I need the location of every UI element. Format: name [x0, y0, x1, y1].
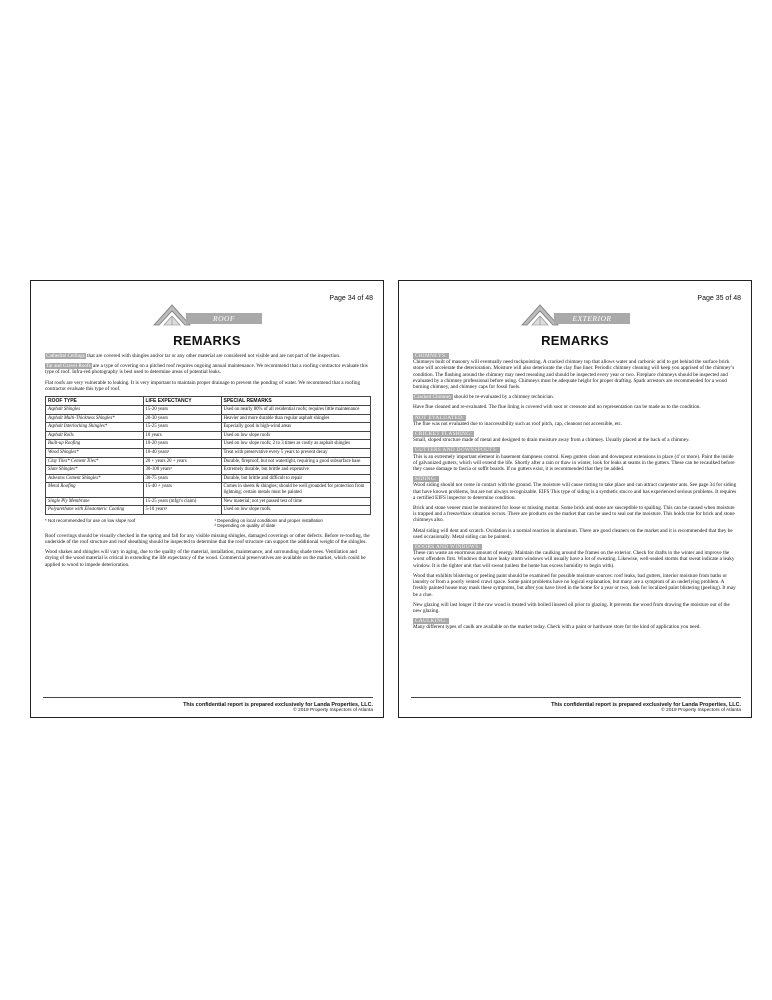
table-cell: Asphalt Rolls [46, 431, 144, 440]
section-heading-cricket-flashing: CRICKET FLASHING: [415, 431, 473, 438]
table-cell: Single Ply Membrane [46, 497, 144, 506]
table-cell: Used on low slope roofs. [221, 506, 371, 515]
page-title: REMARKS [541, 333, 609, 348]
paragraph: Wood that exhibits blistering or peeling paint should be examined for possible moisture sources: roof leaks, bad gutters, interior moisture from baths or laundry or from a poorly vented crawl space. Some paint problems have no logical explanation, but many are a symptom of an underlying problem. A freshly painted house may mask these symptoms, but after you have lived in the home for a year or two, look for localized paint blistering (peeling). It may be a clue. [413, 572, 736, 598]
table-header: LIFE EXPECTANCY [143, 397, 221, 406]
footer [551, 702, 741, 713]
section-label: ROOF [213, 314, 235, 323]
table-row [46, 414, 371, 423]
report-page-35 [398, 280, 752, 718]
paragraph: Have flue cleaned and re-evaluated. The flue lining is covered with soot or creosote and no representation can be made as to the condition. [413, 404, 701, 411]
page-content [413, 353, 739, 635]
table-cell: 15-25 years (mfgr's claim) [143, 497, 221, 506]
table-header: ROOF TYPE [46, 397, 144, 406]
table-row [46, 474, 371, 483]
footer-rule [411, 697, 741, 698]
paragraph: This is an extremely important element in basement dampness control. Keep gutters clean and downspout extensions in place (4' or more). Paint the inside of galvanized gutters, which will extend the life. Shortly after a rain or thaw in winter, look for leaks at seams in the gutters. These can be recaulked before they cause damage to fascia or soffit boards. If no gutters exist, it is recommended that they be added. [413, 453, 735, 473]
table-header: SPECIAL REMARKS [221, 397, 371, 406]
table-cell: Used on low slope roofs [221, 431, 371, 440]
table-row [46, 431, 371, 440]
section-heading-caulking: CAULKING: [415, 618, 448, 625]
footer-confidential: This confidential report is prepared exclusively for Landa Properties, LLC. [551, 702, 741, 708]
paragraph: Brick and stone veneer must be monitored for loose or missing mortar. Some brick and stone are susceptible to spalling. This can be caused when moisture is trapped and a freeze/thaw situation occurs. There are products on the market that can be used to seal out the moisture. This holds true for brick and stone chimneys also. [413, 505, 735, 524]
table-cell: 10 years [143, 431, 221, 440]
paragraph [45, 353, 371, 359]
paragraph [45, 363, 371, 375]
section-banner [520, 303, 630, 327]
table-row [46, 423, 371, 432]
table-cell: 20-30 years [143, 414, 221, 423]
paragraph: Wood shakes and shingles will vary in aging, due to the quality of the material, installation, maintenance, and surrounding shade trees. Ventilation and drying of the wood material is critical in extending the life expectancy of the wood. Commercial preservatives are available on the market, which could be applied to wood to impede deterioration. [45, 549, 366, 568]
page-content [45, 353, 371, 572]
footer-copyright: © 2019 Property Inspectors of Atlanta [293, 708, 373, 713]
note: ² Depending on quality of slate [214, 522, 276, 528]
paragraph: These can waste an enormous amount of energy. Maintain the caulking around the frames on the exterior. Check for drafts in the winter and improve the worst offenders first. Windows that have leaky storm windows will usually have a lot of sweating. Likewise, well-sealed storms that sweat indicate a leaky window. It is the tighter unit that will sweat (unless the home has excess humidity to begin with). [413, 550, 735, 569]
table-cell: Used on low slope roofs; 2 to 3 times as costly as asphalt shingles [221, 440, 371, 449]
note: * Not recommended for use on low slope roof [45, 517, 136, 523]
paragraph: Many different types of caulk are available on the market today. Check with a paint or hardware store for the kind of application you need. [413, 624, 701, 631]
highlight-term: Cracked Chimney [414, 394, 452, 401]
table-cell: Metal Roofing [46, 483, 144, 497]
table-cell: Clay Tiles* Cement Tiles* [46, 457, 144, 466]
section-heading-doors-windows: DOORS AND WINDOWS: [415, 544, 481, 551]
table-cell: 15-25 years [143, 423, 221, 432]
paragraph: Chimneys built of masonry will eventually need tuckpointing. A cracked chimney top that allows water and carbonic acid to get behind the surface brick stone will accelerate the deterioration. Moisture will also deteriorate the clay flue liner. Periodic chimney cleaning will keep you apprised of the chimney’s condition. The flashing around the chimney may need resealing and should be inspected every year or two. Fireplace chimneys should be inspected and evaluated by a chimney professional before using. Chimneys must be adequate height for proper drafting. Spark arrestors are recommended for a wood burning chimney, and chimney caps for fossil fuels. [413, 359, 735, 391]
table-row [46, 440, 371, 449]
footer-rule [43, 697, 373, 698]
table-row [46, 506, 371, 515]
page-number: Page 34 of 48 [329, 295, 373, 302]
highlight-term: Tar and Gravel Roofs [46, 363, 91, 370]
paragraph: Flat roofs are very vulnerable to leaking. It is very important to maintain proper drainage to prevent the ponding of water. We recommend that a roofing contractor evaluate this type of roof. [45, 379, 361, 392]
section-heading-not-evaluated: NOT EVALUATED: [415, 414, 465, 421]
table-row [46, 483, 371, 497]
table-cell: Treat with preservative every 5 years to prevent decay [221, 448, 371, 457]
paragraph: The flue was not evaluated due to inaccessibility such as roof pitch, cap, cleanout not accessible, etc. [413, 420, 623, 427]
paragraph-text: are a type of covering on a pitched roof requires ongoing annual maintenance. We recommend that a roofing contractor evaluate this type of roof. Infra-red photography is best used to determine areas of potential leaks. [45, 363, 368, 376]
table-cell: Wood Shingles* [46, 448, 144, 457]
table-cell: 5-10 years¹ [143, 506, 221, 515]
table-row [46, 406, 371, 415]
table-row [46, 448, 371, 457]
section-label: EXTERIOR [572, 314, 612, 323]
section-heading-gutters: GUTTERS AND DOWNSPOUTS: [415, 447, 498, 454]
table-cell: Built-up Roofing [46, 440, 144, 449]
paragraph [413, 394, 739, 400]
paragraph-text: that are covered with shingles and/or tar or any other material are considered not visible and are not part of the inspection. [87, 353, 341, 359]
table-cell: Extremely durable, but brittle and expensive [221, 466, 371, 475]
highlight-term: Cathedral Ceilings [46, 353, 85, 359]
table-cell: New material; not yet passed test of time [221, 497, 371, 506]
paragraph: Metal siding will dent and scratch. Oxidation is a normal reaction in aluminum. There are good cleaners on the market and it is recommended that they be used occasionally. Metal siding can be painted. [413, 527, 733, 540]
roof-type-table [45, 396, 371, 515]
table-cell: 30-75 years [143, 474, 221, 483]
table-cell: Asphalt Shingles [46, 406, 144, 415]
paragraph: Small, sloped structure made of metal and designed to drain moisture away from a chimney. Usually placed at the back of a chimney. [413, 437, 690, 444]
table-cell: 15-40 + years [143, 483, 221, 497]
paragraph: Wood siding should not come in contact with the ground. The moisture will cause rotting to take place and can attract carpenter ants. See page 34 for siding that have known problems, but are not always recognizable. EIFS This type of siding is a synthetic stucco and has experienced serious problems. It requires a certified EIFS inspector to determine condition. [413, 482, 737, 501]
table-cell: Especially good in high-wind areas [221, 423, 371, 432]
table-cell: Slate Shingles* [46, 466, 144, 475]
note: ¹ Depending on local conditions and proper installation [214, 517, 323, 523]
table-cell: Asbestos Cement Shingles* [46, 474, 144, 483]
table-cell: Heavier and more durable than regular asphalt shingles [221, 414, 371, 423]
footer-confidential: This confidential report is prepared exclusively for Landa Properties, LLC. [183, 702, 373, 708]
table-cell: 10-20 years [143, 440, 221, 449]
table-cell: Used on nearly 80% of all residential roofs; requires little maintenance [221, 406, 371, 415]
report-page-34 [30, 280, 384, 718]
page-number: Page 35 of 48 [697, 295, 741, 302]
paragraph: New glazing will last longer if the raw wood is treated with boiled linseed oil prior to glazing. It prevents the wood from drawing the moisture out of the new glazing. [413, 601, 730, 614]
footer [183, 702, 373, 713]
table-cell: Asphalt Multi-Thickness Shingles* [46, 414, 144, 423]
table-cell: 30-100 years² [143, 466, 221, 475]
paragraph-text: should be re-evaluated by a chimney technician. [453, 394, 555, 401]
table-row [46, 457, 371, 466]
table-row [46, 466, 371, 475]
section-heading-chimneys: CHIMNEYS: [415, 353, 448, 359]
table-notes [45, 518, 371, 528]
table-cell: Durable, but brittle and difficult to repair [221, 474, 371, 483]
table-cell: 15-20 years [143, 406, 221, 415]
table-cell: 10-40 years¹ [143, 448, 221, 457]
footer-copyright: © 2019 Property Inspectors of Atlanta [661, 708, 741, 713]
section-banner [152, 303, 262, 327]
table-cell: Polyurethane with Elastomeric Coating [46, 506, 144, 515]
table-cell: Asphalt Interlocking Shingles* [46, 423, 144, 432]
table-cell: Comes in sheets & shingles; should be well grounded for protection from lightning; certain metals must be painted [221, 483, 371, 497]
paragraph: Roof coverings should be visually checked in the spring and fall for any visible missing shingles, damaged coverings or other defects. Before re-roofing, the underside of the roof structure and roof sheathing should be inspected to determine that the roof structure can support the additional weight of the shingles. [45, 532, 370, 545]
table-cell: Durable, fireproof, but not watertight, requiring a good subsurface base [221, 457, 371, 466]
page-title: REMARKS [173, 333, 241, 348]
table-row [46, 497, 371, 506]
section-heading-siding: SIDING: [415, 476, 437, 483]
table-cell: 20 + years 20 + years [143, 457, 221, 466]
